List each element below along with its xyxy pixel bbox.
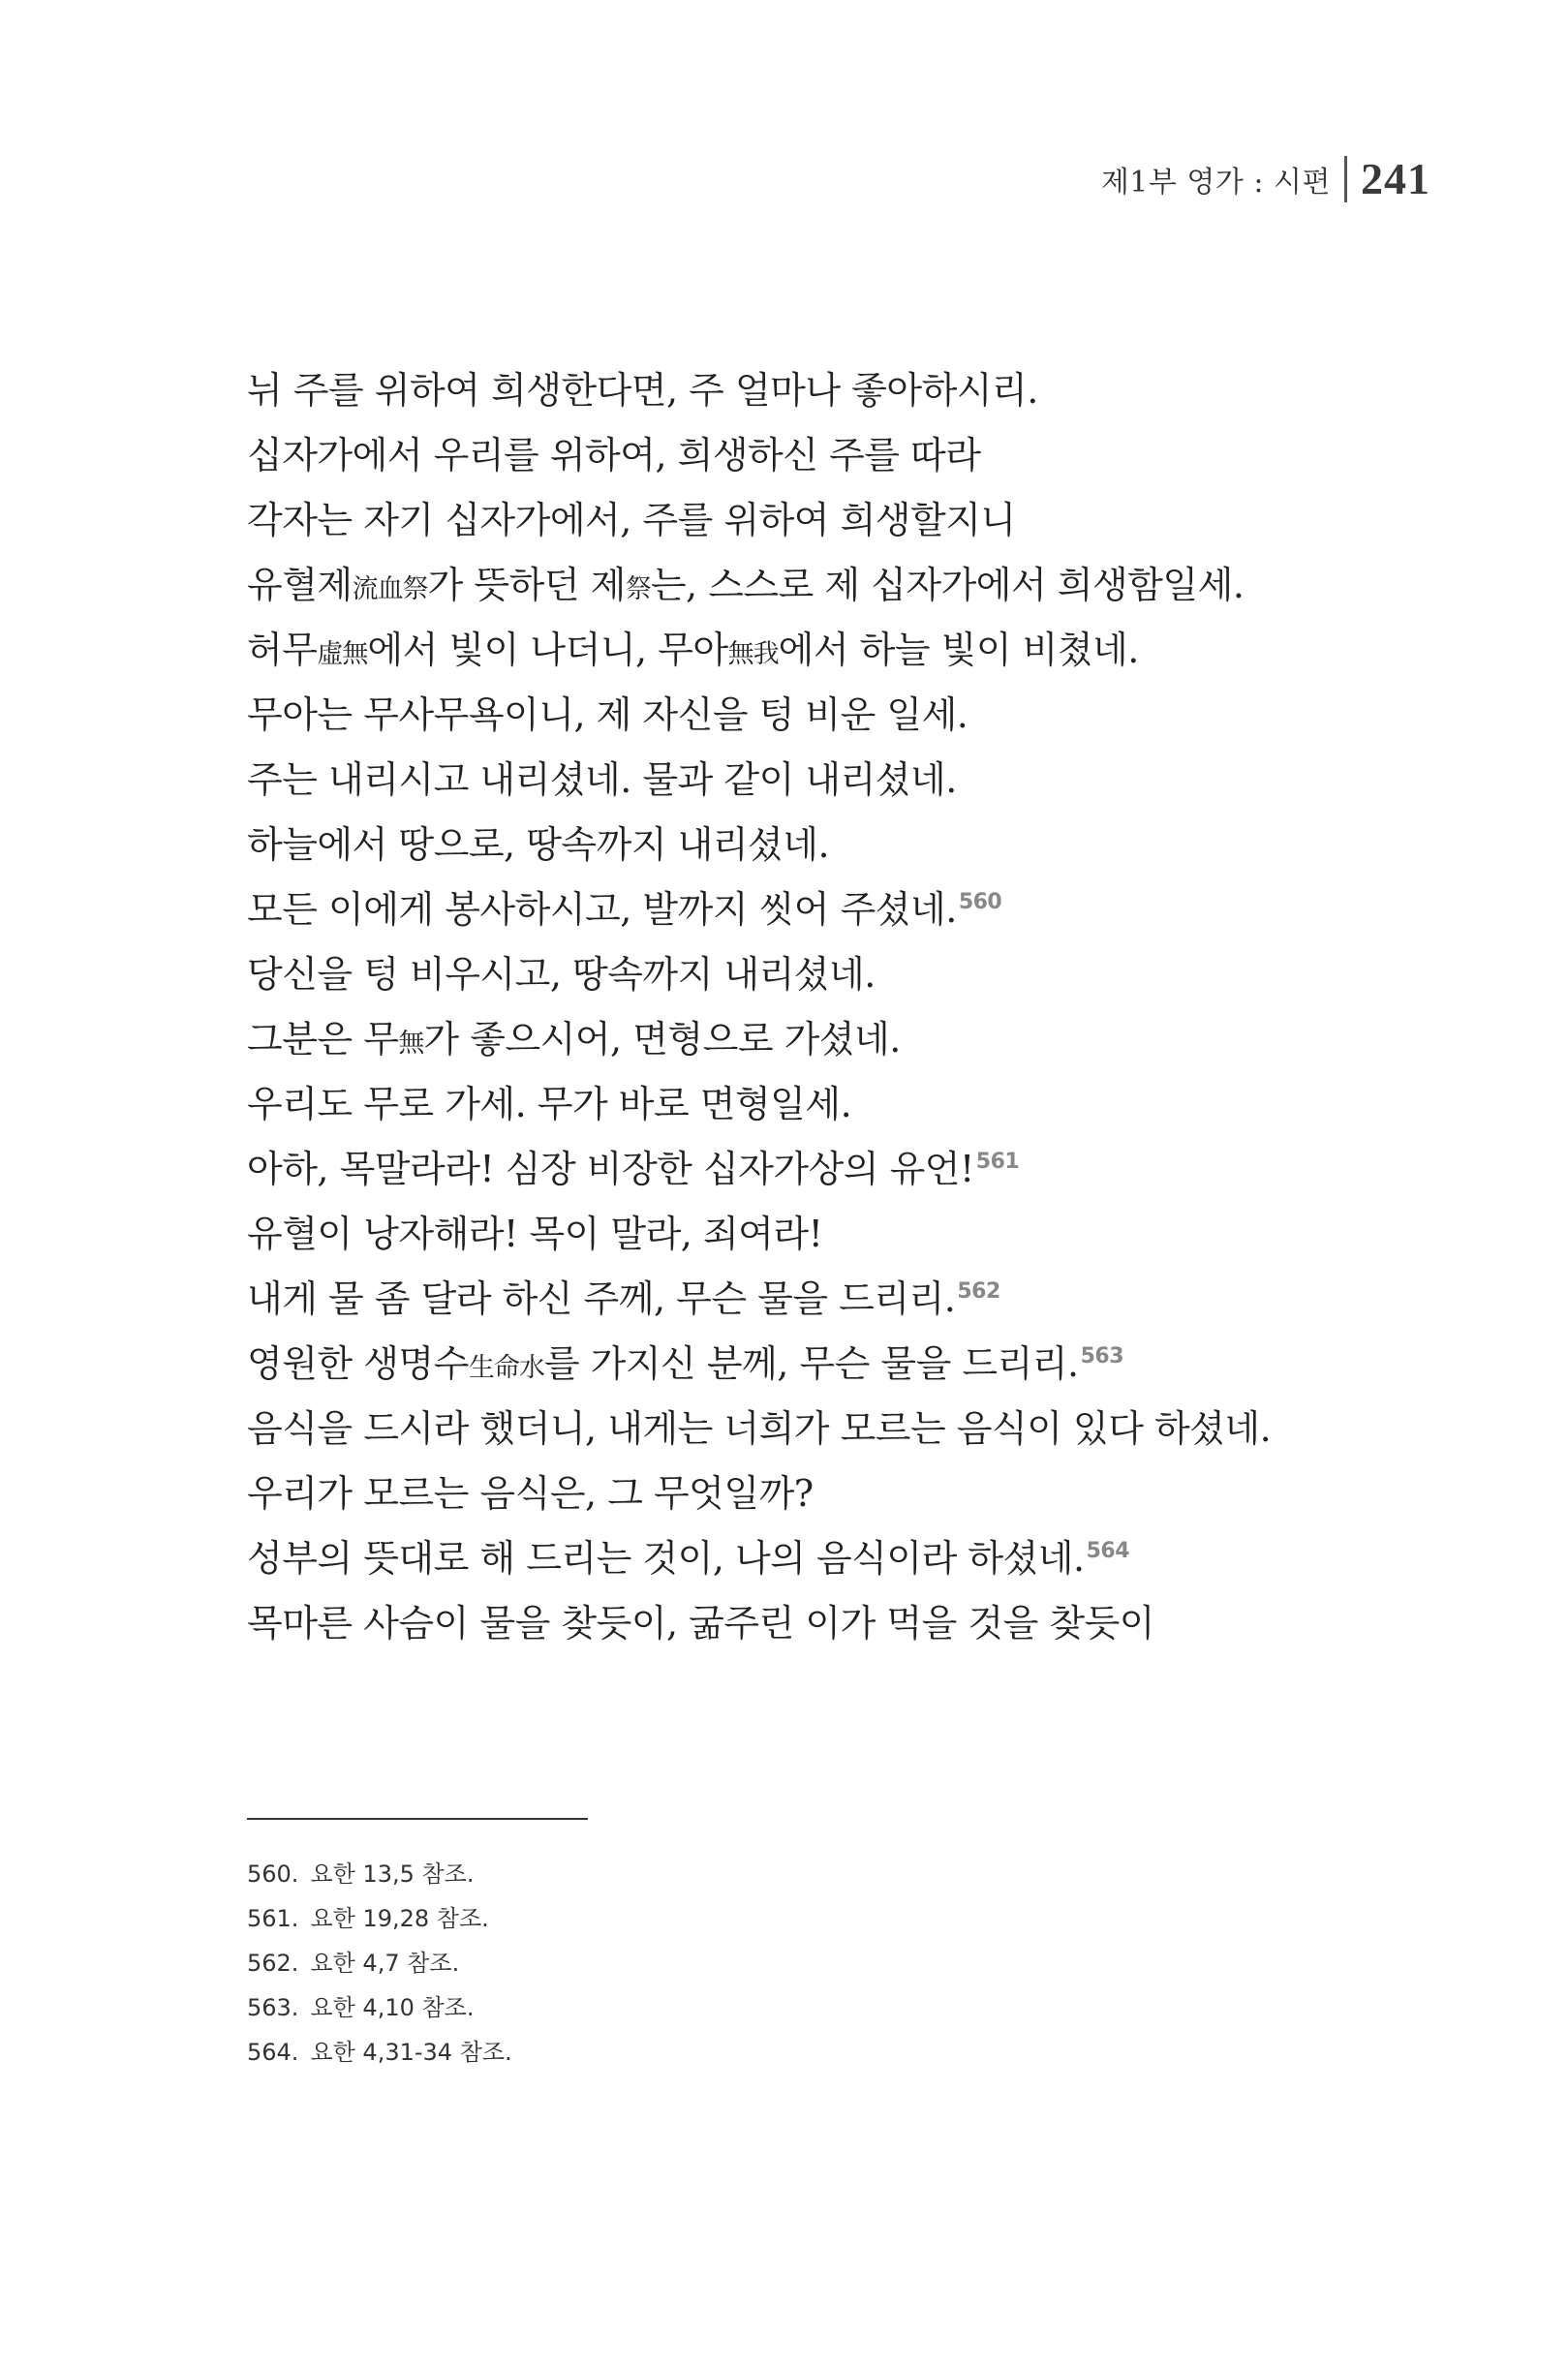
verse-line [247,1267,1438,1332]
verse-text: 허무 [247,629,318,671]
verse-line [247,813,1438,877]
hanja-gloss: 生命水 [468,1353,544,1383]
verse-text: 각자는 자기 십자가에서, 주를 위하여 희생할지니 [247,499,1016,541]
footnote-rule [247,1818,588,1820]
header-divider [1344,156,1347,202]
footnote-text: 요한 4,7 참조. [310,1950,460,1977]
verse-line [247,877,1438,942]
footnote-text: 요한 4,31-34 참조. [310,2039,512,2066]
verse-text: 는, 스스로 제 십자가에서 희생함일세. [650,564,1245,606]
verse-text: 유혈이 낭자해라! 목이 말라, 죄여라! [247,1213,823,1255]
hanja-gloss: 祭 [625,574,651,604]
verse-text: 에서 빛이 나더니, 무아 [367,629,728,671]
footnote-number: 560. [247,1861,299,1888]
hanja-gloss: 無我 [727,639,779,669]
footnote-reference: 560 [958,890,1002,915]
verse-line [247,358,1438,423]
footnote-reference: 562 [957,1279,1000,1305]
hanja-gloss: 無 [398,1029,424,1059]
verse-text: 하늘에서 땅으로, 땅속까지 내리셨네. [247,823,830,866]
verse-line [247,1461,1438,1526]
verse-line [247,618,1438,683]
footnotes [247,1852,1119,2075]
verse-line [247,683,1438,748]
verse-line [247,423,1438,488]
verse-text: 성부의 뜻대로 해 드리는 것이, 나의 음식이라 하셨네. [247,1537,1085,1580]
hanja-gloss: 流血祭 [352,574,428,604]
verse-block [247,358,1438,1656]
page-number: 241 [1361,154,1430,203]
verse-text: 음식을 드시라 했더니, 내게는 너희가 모르는 음식이 있다 하셨네. [247,1407,1272,1450]
verse-line [247,1526,1438,1591]
verse-line [247,1007,1438,1072]
verse-line [247,1137,1438,1202]
verse-text: 주는 내리시고 내리셨네. 물과 같이 내리셨네. [247,758,957,801]
verse-text: 를 가지신 분께, 무슨 물을 드리리. [543,1342,1079,1385]
verse-line [247,748,1438,813]
verse-line [247,488,1438,553]
verse-text: 모든 이에게 봉사하시고, 발까지 씻어 주셨네. [247,888,957,931]
verse-text: 당신을 텅 비우시고, 땅속까지 내리셨네. [247,953,876,996]
verse-text: 우리도 무로 가세. 무가 바로 면형일세. [247,1083,852,1125]
footnote-563 [247,1985,1119,2030]
verse-text: 영원한 생명수 [247,1342,469,1385]
verse-line [247,942,1438,1007]
verse-text: 가 뜻하던 제 [427,564,626,606]
verse-line [247,1202,1438,1267]
verse-text: 무아는 무사무욕이니, 제 자신을 텅 비운 일세. [247,693,968,736]
footnote-reference: 564 [1086,1539,1130,1564]
verse-line [247,1072,1438,1137]
footnote-560 [247,1852,1119,1896]
verse-line [247,1397,1438,1461]
footnote-564 [247,2030,1119,2075]
footnote-text: 요한 19,28 참조. [310,1905,489,1932]
footnote-text: 요한 4,10 참조. [310,1994,475,2021]
footnote-562 [247,1941,1119,1985]
footnote-text: 요한 13,5 참조. [310,1861,475,1888]
verse-text: 십자가에서 우리를 위하여, 희생하신 주를 따라 [247,434,981,477]
verse-text: 그분은 무 [247,1018,399,1061]
verse-line [247,553,1438,618]
verse-text: 아하, 목말라라! 심장 비장한 십자가상의 유언! [247,1148,974,1190]
footnote-reference: 563 [1080,1344,1124,1369]
footnote-reference: 561 [975,1150,1020,1175]
running-head [1101,153,1430,204]
verse-text: 내게 물 좀 달라 하신 주께, 무슨 물을 드리리. [247,1277,956,1320]
verse-text: 뉘 주를 위하여 희생한다면, 주 얼마나 좋아하시리. [247,369,1038,412]
running-title: 제1부 영가 : 시편 [1100,165,1331,200]
hanja-gloss: 虛無 [317,639,368,669]
footnote-561 [247,1896,1119,1941]
verse-text: 목마른 사슴이 물을 찾듯이, 굶주린 이가 먹을 것을 찾듯이 [247,1602,1154,1645]
verse-text: 유혈제 [247,564,353,606]
verse-line [247,1332,1438,1397]
verse-text: 에서 하늘 빛이 비쳤네. [778,629,1139,671]
verse-line [247,1591,1438,1656]
footnote-number: 561. [247,1905,299,1932]
footnote-number: 562. [247,1950,299,1977]
verse-text: 우리가 모르는 음식은, 그 무엇일까? [247,1472,814,1515]
verse-text: 가 좋으시어, 면형으로 가셨네. [423,1018,901,1061]
footnote-number: 563. [247,1994,299,2021]
footnote-number: 564. [247,2039,299,2066]
